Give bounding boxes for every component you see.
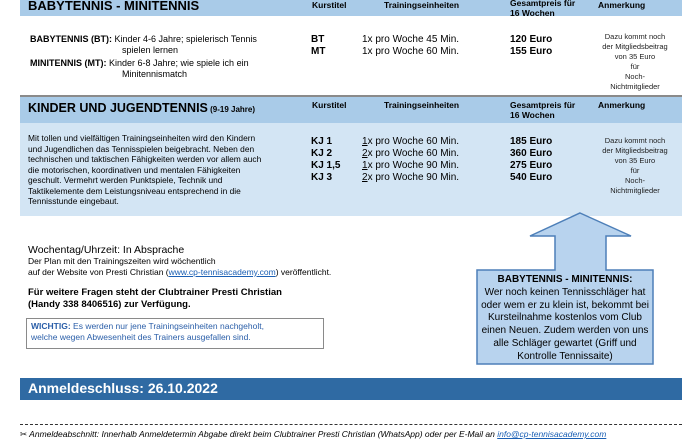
plan-text: Der Plan mit den Trainingszeiten wird wöchentlich auf der Website von Presti Christian (www.cp-tennisacademy.com) veröffentlicht. (28, 256, 332, 277)
course-price: 540 Euro (510, 172, 553, 183)
babytennis-col-trainingseinheiten: Trainingseinheiten (384, 0, 460, 10)
babytennis-col-gesamtpreis: Gesamtpreis für 16 Wochen (510, 0, 576, 18)
footer-email-link[interactable]: info@cp-tennisacademy.com (497, 429, 607, 439)
contact-text: Für weitere Fragen steht der Clubtrainer Presti Christian (Handy 338 8406516) zur Verfügung. (28, 287, 282, 310)
course-price: 120 Euro (510, 34, 553, 45)
kinder-col-anmerkung: Anmerkung (598, 100, 646, 110)
training-units: 1x pro Woche 60 Min. (362, 136, 460, 147)
wochentag-text: Wochentag/Uhrzeit: In Absprache (28, 244, 185, 256)
course-code: KJ 1 (311, 136, 333, 147)
course-price: 155 Euro (510, 46, 553, 57)
course-code: KJ 1,5 (311, 160, 341, 171)
website-link[interactable]: www.cp-tennisacademy.com (168, 267, 276, 277)
course-code: MT (311, 46, 326, 57)
wichtig-box: WICHTIG: Es werden nur jene Trainingseinheiten nachgeholt, welche wegen Abwesenheit des Trainers ausgefallen sind. (26, 318, 324, 349)
scissors-icon: ✂ (20, 429, 28, 439)
course-code: KJ 3 (311, 172, 333, 183)
course-price: 275 Euro (510, 160, 553, 171)
callout-text: BABYTENNIS - MINITENNIS: Wer noch keinen Tennisschläger hat oder wem er zu klein ist, bekommt bei Kursteilnahme kostenlos vom Club einen Neuen. Zudem werden von uns alle Schläger gewartet (Griff und Kontrolle Tennissaite) (479, 274, 651, 364)
babytennis-desc-mt: MINITENNIS (MT): Kinder 6-8 Jahre; wie spiele ich ein Minitennismatch (30, 58, 249, 79)
training-units: 2x pro Woche 60 Min. (362, 148, 460, 159)
training-units: 1x pro Woche 45 Min. (362, 34, 460, 45)
babytennis-desc-bt: BABYTENNIS (BT): Kinder 4-6 Jahre; spielerisch Tennis spielen lernen (30, 34, 257, 55)
babytennis-col-anmerkung: Anmerkung (598, 0, 646, 10)
course-code: KJ 2 (311, 148, 333, 159)
course-code: BT (311, 34, 325, 45)
course-price: 185 Euro (510, 136, 553, 147)
kinder-description: Mit tollen und vielfältigen Trainingseinheiten wird den Kindern und Jugendlichen das Tennisspielen beigebracht. Neben den technischen und taktischen Fähigkeiten werden vor allem auch die motorischen, koordinativen und mentalen Fähigkeiten geschult. Vermehrt werden Punktspiele, Technik und Taktikelemente dem Leistungsniveau entsprechend in die Tennisstunde eingebaut. (28, 133, 262, 206)
callout-title: BABYTENNIS - MINITENNIS: (497, 274, 633, 285)
kinder-col-kurstitel: Kurstitel (312, 100, 347, 110)
kinder-col-trainingseinheiten: Trainingseinheiten (384, 100, 460, 110)
babytennis-col-kurstitel: Kurstitel (312, 0, 347, 10)
cut-line (20, 424, 682, 425)
babytennis-title: BABYTENNIS - MINITENNIS (28, 0, 200, 13)
footer-row: ✂ Anmeldeabschnitt: Innerhalb Anmeldetermin Abgabe direkt beim Clubtrainer Presti Christian (WhatsApp) oder per E-Mail an info@cp-tennisacademy.com (20, 429, 607, 439)
training-units: 1x pro Woche 90 Min. (362, 160, 460, 171)
training-units: 2x pro Woche 90 Min. (362, 172, 460, 183)
kinder-anmerkung: Dazu kommt noch der Mitgliedsbeitrag von 35 Euro für Noch- Nichtmitglieder (602, 136, 668, 195)
kinder-col-gesamtpreis: Gesamtpreis für 16 Wochen (510, 100, 576, 120)
course-price: 360 Euro (510, 148, 553, 159)
kinder-title: KINDER UND JUGENDTENNIS (9-19 Jahre) (28, 101, 256, 115)
babytennis-anmerkung: Dazu kommt noch der Mitgliedsbeitrag von 35 Euro für Noch- Nichtmitglieder (602, 32, 668, 91)
training-units: 1x pro Woche 60 Min. (362, 46, 460, 57)
deadline-text: Anmeldeschluss: 26.10.2022 (28, 380, 218, 396)
